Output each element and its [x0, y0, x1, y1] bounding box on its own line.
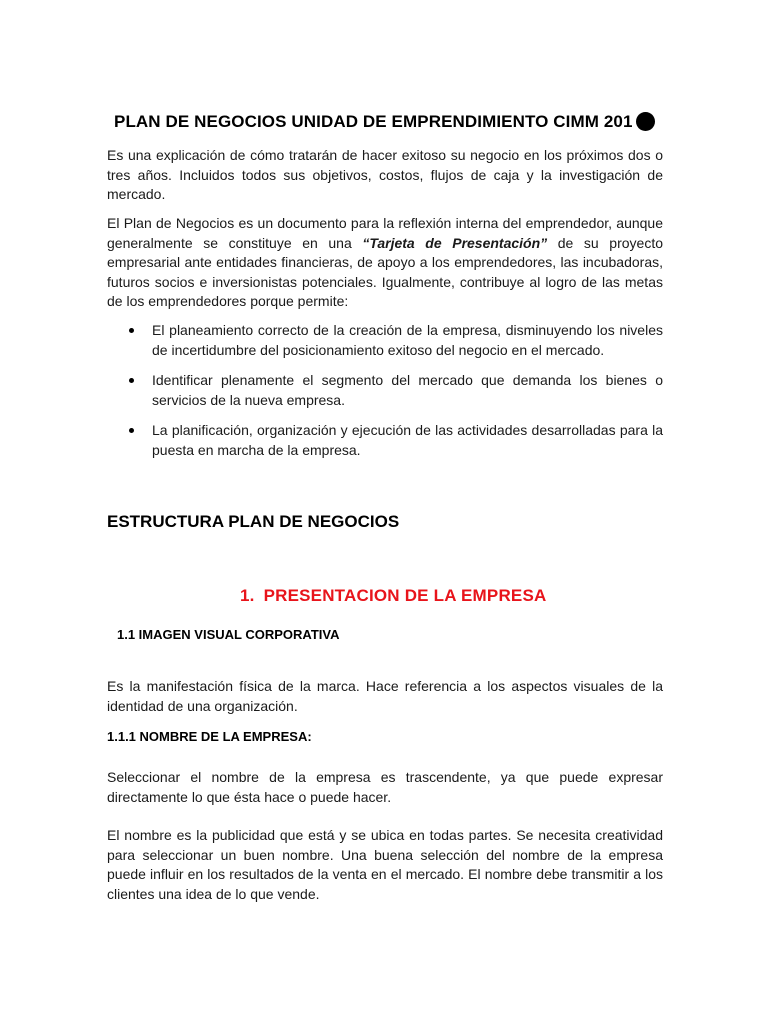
plan-paragraph-emphasis: “Tarjeta de Presentación”: [362, 234, 548, 251]
subsubsection-heading: 1.1.1 NOMBRE DE LA EMPRESA:: [107, 729, 312, 744]
section-title: PRESENTACION DE LA EMPRESA: [263, 586, 547, 605]
list-item-text: El planeamiento correcto de la creación de la empresa, disminuyendo los niveles de incertidumbre del posicionamiento exitoso del negocio en el mercado.: [152, 322, 663, 358]
ink-blot: [636, 112, 655, 131]
subsection-heading: 1.1 IMAGEN VISUAL CORPORATIVA: [117, 627, 340, 642]
intro-paragraph: Es una explicación de cómo tratarán de hacer exitoso su negocio en los próximos dos o tres años. Incluidos todos sus objetivos, costos, flujos de caja y la investigación de mercado.: [107, 147, 663, 202]
bullet-icon: [129, 378, 134, 383]
list-item-text: La planificación, organización y ejecución de las actividades desarrolladas para la puesta en marcha de la empresa.: [152, 422, 663, 458]
company-name-paragraph-2: El nombre es la publicidad que está y se ubica en todas partes. Se necesita creatividad para seleccionar un buen nombre. Una buena selección del nombre de la empresa puede influir en los resultados de la venta en el mercado. El nombre debe transmitir a los clientes una idea de lo que vende.: [107, 827, 663, 902]
visual-identity-paragraph: Es la manifestación física de la marca. Hace referencia a los aspectos visuales de la identidad de una organización.: [107, 678, 663, 714]
structure-heading: ESTRUCTURA PLAN DE NEGOCIOS: [107, 512, 400, 531]
title-row: [114, 112, 674, 136]
company-name-paragraph-1: Seleccionar el nombre de la empresa es trascendente, ya que puede expresar directamente lo que ésta hace o puede hacer.: [107, 769, 663, 805]
section-number: 1.: [240, 586, 255, 605]
list-item-text: Identificar plenamente el segmento del mercado que demanda los bienes o servicios de la nueva empresa.: [152, 372, 663, 408]
section-heading: [240, 585, 546, 607]
list-item: [107, 421, 663, 460]
document-title: PLAN DE NEGOCIOS UNIDAD DE EMPRENDIMIENTO CIMM 201: [114, 112, 633, 131]
list-item: [107, 321, 663, 360]
list-item: [107, 371, 663, 410]
plan-paragraph-text-1: El Plan de Negocios es un documento para la reflexión interna del emprendedor, aunque generalmente se constituye en una: [107, 215, 663, 251]
plan-paragraph: [107, 214, 663, 312]
benefits-list: [107, 321, 663, 460]
plan-paragraph-text-2: de su proyecto empresarial ante entidades financieras, de apoyo a los emprendedores, las incubadoras, futuros socios e inversionistas potenciales. Igualmente, contribuye al logro de las metas de los emprendedores porque permite:: [107, 234, 664, 309]
bullet-icon: [129, 428, 134, 433]
bullet-icon: [129, 328, 134, 333]
